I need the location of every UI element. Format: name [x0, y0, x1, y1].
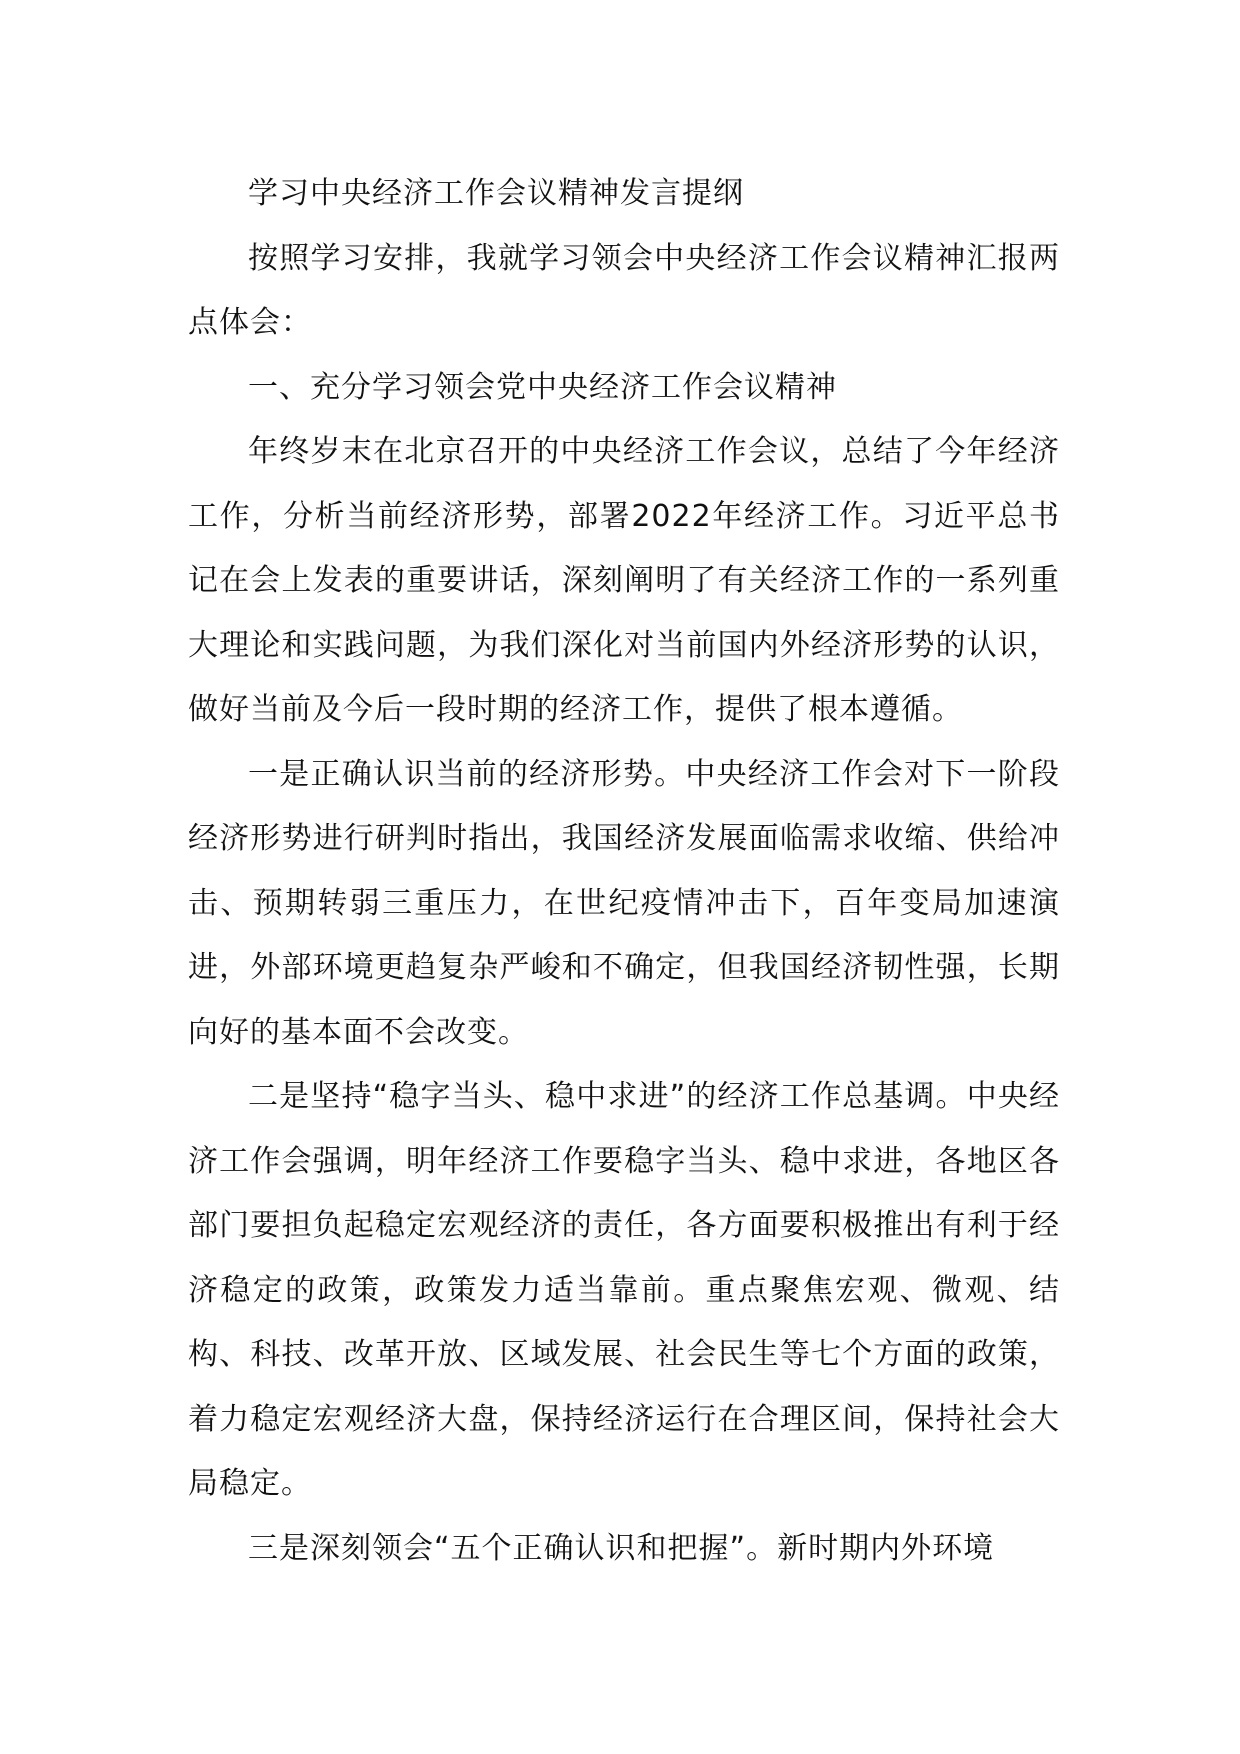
section-heading-1: 一、充分学习领会党中央经济工作会议精神: [248, 369, 837, 405]
body-paragraph: 年终岁末在北京召开的中央经济工作会议，总结了今年经济工作，分析当前经济形势，部署2022年经济工作。习近平总书记在会上发表的重要讲话，深刻阐明了有关经济工作的一系列重大理论和实践问题，为我们深化对当前国内外经济形势的认识，做好当前及今后一段时期的经济工作，提供了根本遵循。: [188, 434, 1060, 727]
document-title: 学习中央经济工作会议精神发言提纲: [248, 176, 744, 211]
body-paragraph: 一是正确认识当前的经济形势。中央经济工作会对下一阶段经济形势进行研判时指出，我国经济发展面临需求收缩、供给冲击、预期转弱三重压力，在世纪疫情冲击下，百年变局加速演进，外部环境更趋复杂严峻和不确定，但我国经济韧性强，长期向好的基本面不会改变。: [188, 756, 1060, 1050]
document-body: [188, 162, 1060, 1581]
body-paragraph: 三是深刻领会“五个正确认识和把握”。新时期内外环境: [248, 1530, 995, 1566]
body-paragraph: 二是坚持“稳字当头、稳中求进”的经济工作总基调。中央经济工作会强调，明年经济工作要稳字当头、稳中求进，各地区各部门要担负起稳定宏观经济的责任，各方面要积极推出有利于经济稳定的政策，政策发力适当靠前。重点聚焦宏观、微观、结构、科技、改革开放、区域发展、社会民生等七个方面的政策，着力稳定宏观经济大盘，保持经济运行在合理区间，保持社会大局稳定。: [188, 1079, 1060, 1501]
intro-paragraph: 按照学习安排，我就学习领会中央经济工作会议精神汇报两点体会：: [188, 240, 1060, 340]
